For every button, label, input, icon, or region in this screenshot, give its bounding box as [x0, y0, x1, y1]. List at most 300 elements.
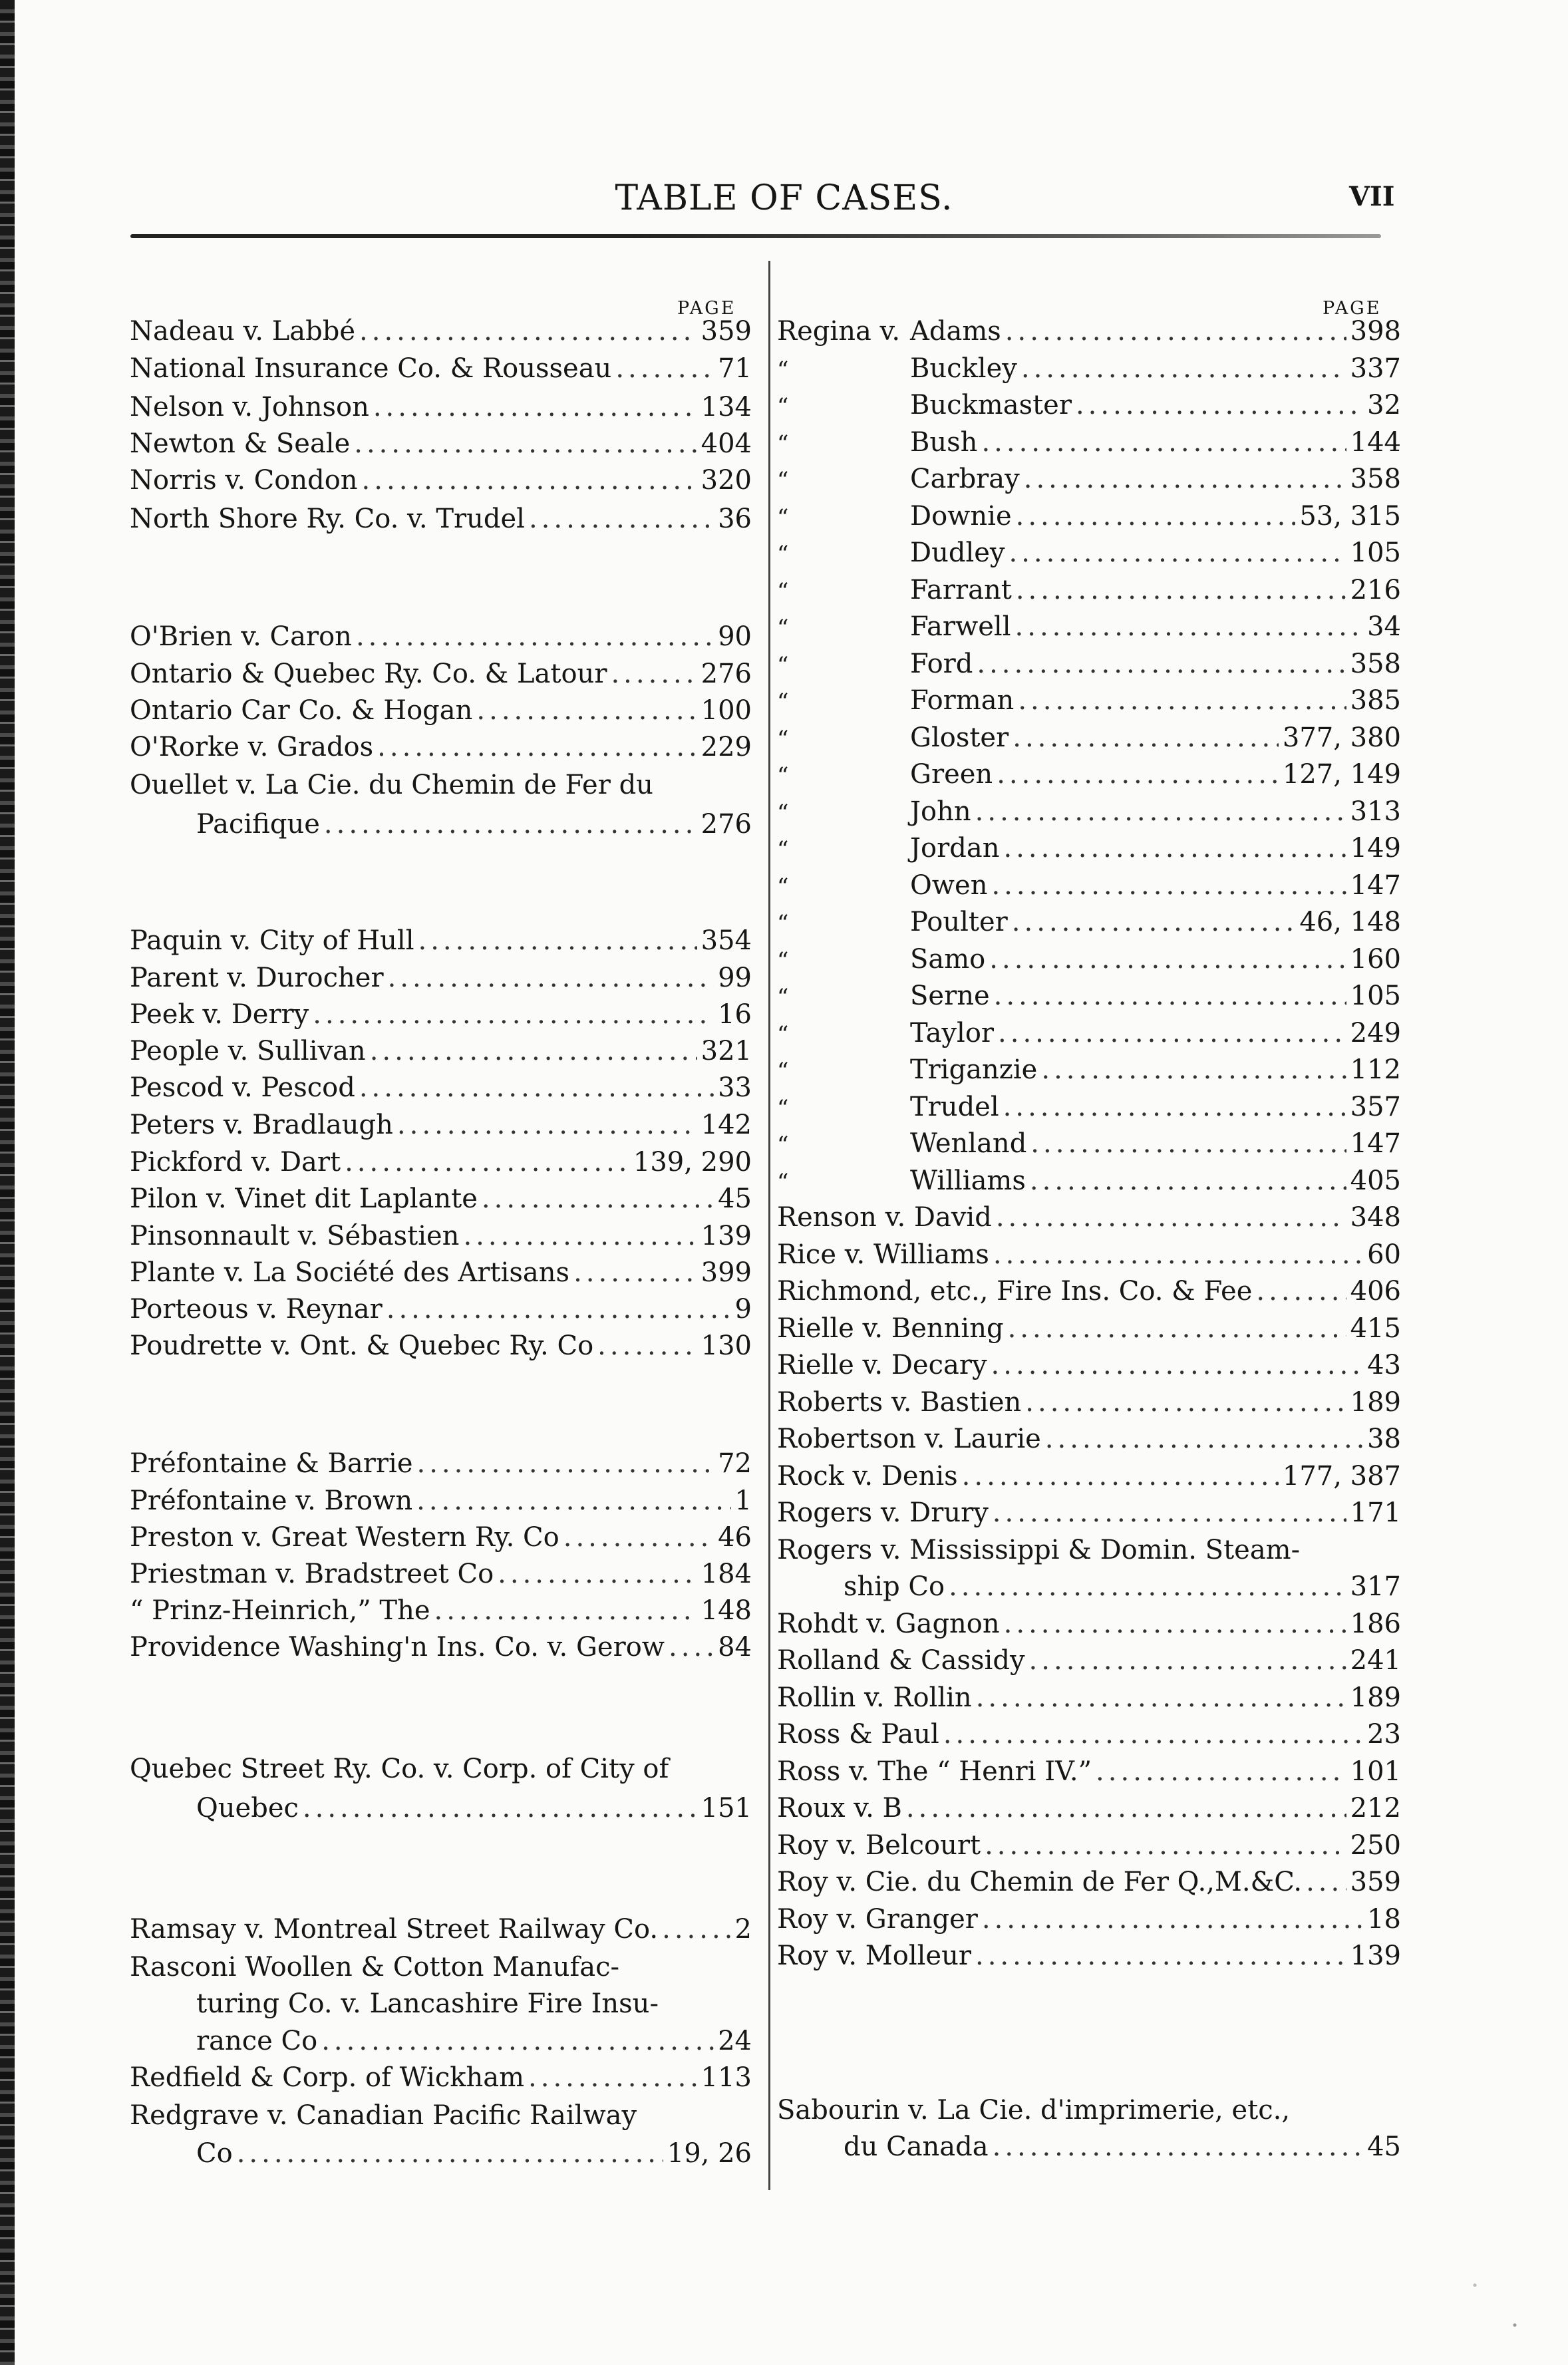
dot-leader — [1045, 1424, 1363, 1454]
case-name: Richmond, etc., Fire Ins. Co. & Fee — [777, 1276, 1253, 1307]
case-entry — [130, 466, 752, 495]
case-name: National Insurance Co. & Rousseau — [130, 353, 612, 384]
case-name: Williams — [910, 1166, 1026, 1196]
case-name: Priestman v. Bradstreet Co — [130, 1559, 494, 1589]
case-entry — [777, 723, 1401, 754]
page-reference: 144 — [1350, 427, 1401, 458]
page-reference: 354 — [701, 925, 752, 956]
page-reference: 90 — [718, 621, 752, 652]
case-name: Pescod v. Pescod — [130, 1072, 355, 1103]
dot-leader — [1096, 1757, 1346, 1786]
dot-leader — [370, 1036, 697, 1066]
page-reference: 357 — [1350, 1092, 1401, 1122]
case-name: Buckley — [910, 353, 1017, 384]
case-name: turing Co. v. Lancashire Fire Insu- — [196, 1988, 659, 2019]
case-entry — [130, 770, 752, 800]
page-reference: 320 — [701, 465, 752, 496]
page-reference: 249 — [1350, 1018, 1401, 1048]
page-reference: 45 — [1367, 2131, 1401, 2162]
case-entry — [130, 1331, 752, 1360]
case-entry — [777, 1831, 1401, 1860]
dot-leader — [1029, 1646, 1346, 1675]
case-name: North Shore Ry. Co. v. Trudel — [130, 504, 525, 534]
case-prefix: “ — [777, 467, 789, 494]
dot-leader — [615, 354, 714, 383]
dot-leader — [388, 963, 714, 993]
page-reference: 84 — [718, 1632, 752, 1662]
dot-leader — [949, 1572, 1346, 1601]
case-name: Pinsonnault v. Sébastien — [130, 1221, 460, 1251]
case-entry — [130, 1633, 752, 1662]
dot-leader — [1025, 1388, 1346, 1417]
dot-leader — [662, 1915, 730, 1944]
case-entry — [130, 1148, 752, 1177]
case-entry — [130, 696, 752, 725]
dot-leader — [1016, 502, 1296, 531]
case-name: Pilon v. Vinet dit Laplante — [130, 1183, 478, 1214]
dot-leader — [991, 871, 1346, 900]
dot-leader — [1041, 1055, 1346, 1084]
page-reference: 276 — [701, 809, 752, 840]
page-reference: 139 — [1350, 1941, 1401, 1971]
case-prefix: “ — [777, 578, 789, 605]
dot-leader — [373, 393, 697, 422]
case-prefix: “ — [777, 762, 789, 789]
case-prefix: “ — [777, 1021, 789, 1048]
dot-leader — [976, 1683, 1346, 1712]
case-name: Rolland & Cassidy — [777, 1645, 1025, 1676]
case-entry — [777, 575, 1401, 606]
case-entry — [777, 1794, 1401, 1823]
case-entry — [777, 834, 1401, 864]
page-reference: 72 — [718, 1448, 752, 1479]
case-name: Robertson v. Laurie — [777, 1424, 1041, 1454]
dot-leader — [359, 1073, 714, 1102]
case-name: Buckmaster — [910, 390, 1072, 420]
case-name: Roux v. B — [777, 1793, 902, 1823]
page-reference: 71 — [718, 353, 752, 384]
case-entry — [130, 1036, 752, 1066]
case-entry — [777, 649, 1401, 680]
case-entry — [130, 1596, 752, 1625]
case-name: Poulter — [910, 907, 1008, 937]
case-name: Quebec — [196, 1793, 299, 1823]
case-entry — [130, 354, 752, 383]
page-reference: 405 — [1350, 1166, 1401, 1196]
case-entry — [777, 1683, 1401, 1712]
case-name: Roy v. Belcourt — [777, 1830, 981, 1861]
page-reference: 377, 380 — [1282, 722, 1401, 753]
case-entry — [777, 1277, 1401, 1306]
case-name: Ontario & Quebec Ry. Co. & Latour — [130, 659, 607, 689]
page-reference: 139, 290 — [633, 1147, 752, 1178]
dot-leader — [669, 1633, 714, 1662]
dot-leader — [994, 981, 1346, 1011]
dot-leader — [993, 1498, 1346, 1527]
case-name: Ford — [910, 649, 973, 679]
case-entry — [777, 612, 1401, 643]
dot-leader — [1009, 538, 1346, 567]
dot-leader — [313, 1000, 714, 1029]
left-page-label: PAGE — [677, 298, 736, 319]
case-name: Trudel — [910, 1092, 999, 1122]
dot-leader — [962, 1462, 1279, 1491]
case-entry — [777, 1055, 1401, 1086]
dot-leader — [997, 760, 1279, 789]
dot-leader — [1024, 464, 1346, 494]
dot-leader — [476, 696, 697, 725]
case-entry — [130, 622, 752, 651]
case-name: du Canada — [844, 2131, 989, 2162]
dot-leader — [993, 2132, 1363, 2161]
case-entry — [777, 354, 1401, 385]
dot-leader — [906, 1794, 1346, 1823]
page-reference: 99 — [718, 963, 752, 993]
dot-leader — [237, 2139, 663, 2168]
dot-leader — [359, 317, 697, 346]
case-entry — [130, 1000, 752, 1029]
case-prefix: “ — [777, 984, 789, 1011]
page-reference: 33 — [718, 1072, 752, 1103]
case-prefix: “ — [777, 357, 789, 383]
dot-leader — [996, 1203, 1346, 1232]
page-number-roman: VII — [1349, 181, 1395, 212]
dot-leader — [1012, 907, 1296, 937]
dot-leader — [434, 1596, 697, 1625]
case-name: Rasconi Woollen & Cotton Manufac- — [130, 1952, 620, 1982]
dot-leader — [1003, 1092, 1346, 1122]
dot-leader — [1008, 1314, 1346, 1343]
case-name: Co — [196, 2138, 233, 2169]
page-reference: 105 — [1350, 981, 1401, 1011]
case-name: O'Rorke v. Grados — [130, 732, 374, 762]
case-entry — [777, 1941, 1401, 1971]
page-reference: 147 — [1350, 870, 1401, 901]
case-entry — [777, 871, 1401, 901]
case-name: Rice v. Williams — [777, 1239, 989, 1270]
page-reference: 184 — [701, 1559, 752, 1589]
case-name: O'Brien v. Caron — [130, 621, 352, 652]
case-name: Renson v. David — [777, 1202, 992, 1233]
case-name: Newton & Seale — [130, 428, 351, 459]
page-reference: 60 — [1367, 1239, 1401, 1270]
dot-leader — [1018, 686, 1346, 715]
case-entry — [777, 1462, 1401, 1491]
case-name: Serne — [910, 981, 990, 1011]
case-entry — [130, 1486, 752, 1515]
dot-leader — [1004, 1609, 1346, 1639]
case-entry — [777, 1424, 1401, 1454]
dot-leader — [1013, 723, 1279, 752]
case-entry — [777, 428, 1401, 458]
case-entry — [130, 810, 752, 839]
case-name: Pacifique — [196, 809, 320, 840]
case-entry — [777, 981, 1401, 1012]
case-entry — [130, 1295, 752, 1324]
case-name: Bush — [910, 427, 978, 458]
dot-leader — [387, 1295, 731, 1324]
dot-leader — [993, 1240, 1363, 1269]
case-name: Pickford v. Dart — [130, 1147, 341, 1178]
case-name: Carbray — [910, 464, 1020, 494]
page-reference: 189 — [1350, 1682, 1401, 1713]
dot-leader — [1256, 1277, 1346, 1306]
case-name: Nadeau v. Labbé — [130, 316, 356, 347]
case-name: Préfontaine v. Brown — [130, 1486, 413, 1516]
case-name: Ouellet v. La Cie. du Chemin de Fer du — [130, 770, 653, 800]
case-prefix: “ — [777, 689, 789, 715]
case-entry — [130, 1184, 752, 1213]
page-reference: 38 — [1367, 1424, 1401, 1454]
case-name: “ Prinz-Heinrich,” The — [130, 1595, 430, 1626]
page-reference: 1 — [734, 1486, 752, 1516]
case-name: People v. Sullivan — [130, 1036, 366, 1066]
dot-leader — [1005, 317, 1346, 346]
dot-leader — [303, 1794, 697, 1823]
dot-leader — [985, 1831, 1346, 1860]
case-name: Peek v. Derry — [130, 999, 309, 1030]
page-reference: 16 — [718, 999, 752, 1030]
page-reference: 406 — [1350, 1276, 1401, 1307]
case-entry — [777, 538, 1401, 569]
case-entry — [777, 907, 1401, 938]
case-entry — [777, 797, 1401, 828]
case-entry — [130, 926, 752, 955]
case-entry — [777, 1129, 1401, 1160]
dot-leader — [943, 1720, 1363, 1749]
case-entry — [130, 1449, 752, 1478]
case-prefix: “ — [777, 1169, 789, 1195]
case-prefix: “ — [777, 947, 789, 974]
page-reference: 250 — [1350, 1830, 1401, 1861]
dot-leader — [356, 622, 714, 651]
page-reference: 171 — [1350, 1498, 1401, 1528]
dot-leader — [977, 649, 1346, 679]
page-reference: 34 — [1367, 611, 1401, 642]
dot-leader — [998, 1019, 1346, 1048]
page-reference: 139 — [701, 1221, 752, 1251]
case-name: Roy v. Granger — [777, 1904, 978, 1935]
dot-leader — [1306, 1867, 1346, 1897]
case-entry — [777, 1535, 1401, 1565]
case-entry — [777, 464, 1401, 495]
page-reference: 359 — [1350, 1867, 1401, 1897]
case-name: Samo — [910, 944, 986, 975]
page-reference: 43 — [1367, 1350, 1401, 1380]
page-reference: 337 — [1350, 353, 1401, 384]
case-name: Préfontaine & Barrie — [130, 1448, 413, 1479]
dot-leader — [529, 504, 714, 534]
case-prefix: “ — [777, 541, 789, 567]
case-prefix: “ — [777, 726, 789, 752]
page-reference: 19, 26 — [667, 2138, 752, 2169]
page-reference: 160 — [1350, 944, 1401, 975]
page-reference: 398 — [1350, 316, 1401, 347]
case-prefix: “ — [777, 393, 789, 420]
page-reference: 399 — [701, 1257, 752, 1288]
case-entry — [777, 1350, 1401, 1380]
dot-leader — [416, 1486, 730, 1515]
page-reference: 321 — [701, 1036, 752, 1066]
page-reference: 36 — [718, 504, 752, 534]
case-entry — [130, 429, 752, 458]
page-reference: 348 — [1350, 1202, 1401, 1233]
dot-leader — [563, 1523, 714, 1552]
case-entry — [130, 2063, 752, 2092]
page-reference: 112 — [1350, 1054, 1401, 1085]
case-name: Triganzie — [910, 1054, 1038, 1085]
case-name: Redfield & Corp. of Wickham — [130, 2062, 525, 2093]
case-entry — [777, 317, 1401, 346]
case-name: Rogers v. Drury — [777, 1498, 989, 1528]
dot-leader — [597, 1331, 697, 1360]
page-reference: 24 — [718, 2026, 752, 2056]
page-reference: 149 — [1350, 833, 1401, 864]
page-reference: 105 — [1350, 538, 1401, 568]
dot-leader — [324, 810, 697, 839]
dot-leader — [498, 1559, 697, 1589]
case-name: Parent v. Durocher — [130, 963, 384, 993]
case-name: Rock v. Denis — [777, 1461, 958, 1492]
case-name: Rielle v. Decary — [777, 1350, 987, 1380]
case-entry — [130, 1110, 752, 1140]
page-reference: 358 — [1350, 464, 1401, 494]
case-prefix: “ — [777, 1132, 789, 1158]
dot-leader — [345, 1148, 629, 1177]
dot-leader — [1015, 612, 1364, 641]
case-entry — [777, 1867, 1401, 1897]
case-prefix: “ — [777, 504, 789, 531]
case-entry — [777, 1388, 1401, 1417]
case-entry — [130, 2026, 752, 2056]
dot-leader — [417, 1449, 714, 1478]
page-reference: 186 — [1350, 1609, 1401, 1639]
case-entry — [777, 1203, 1401, 1232]
case-entry — [777, 1019, 1401, 1049]
dot-leader — [991, 1350, 1364, 1380]
case-name: Ontario Car Co. & Hogan — [130, 695, 473, 726]
page-reference: 46 — [718, 1522, 752, 1553]
case-entry — [777, 1572, 1401, 1601]
page-reference: 317 — [1350, 1571, 1401, 1602]
column-divider — [768, 261, 770, 2190]
case-name: Ross v. The “ Henri IV.” — [777, 1756, 1092, 1787]
case-entry — [777, 760, 1401, 790]
case-prefix: “ — [777, 652, 789, 679]
case-prefix: “ — [777, 1095, 789, 1122]
case-name: Plante v. La Société des Artisans — [130, 1257, 570, 1288]
dot-leader — [528, 2063, 697, 2092]
case-name: Redgrave v. Canadian Pacific Railway — [130, 2100, 637, 2131]
case-name: Rohdt v. Gagnon — [777, 1609, 1000, 1639]
case-entry — [130, 2139, 752, 2168]
case-entry — [130, 1258, 752, 1287]
page-reference: 101 — [1350, 1756, 1401, 1787]
page-reference: 216 — [1350, 575, 1401, 605]
case-name: Rielle v. Benning — [777, 1313, 1004, 1344]
case-name: Roberts v. Bastien — [777, 1387, 1022, 1418]
book-spine-edge — [0, 0, 15, 2365]
page-reference: 53, 315 — [1299, 501, 1401, 532]
case-name: Providence Washing'n Ins. Co. v. Gerow — [130, 1632, 665, 1662]
case-entry — [130, 1073, 752, 1102]
dot-leader — [354, 429, 697, 458]
page-reference: 385 — [1350, 685, 1401, 716]
dot-leader — [1076, 391, 1363, 420]
case-name: Ramsay v. Montreal Street Railway Co. — [130, 1914, 659, 1945]
dot-leader — [981, 428, 1346, 457]
case-prefix: Regina v. — [777, 316, 901, 347]
case-prefix: “ — [777, 800, 789, 826]
case-name: Roy v. Molleur — [777, 1941, 971, 1971]
case-entry — [130, 659, 752, 689]
case-name: John — [910, 796, 971, 827]
dot-leader — [482, 1184, 714, 1213]
case-entry — [130, 393, 752, 422]
page-reference: 212 — [1350, 1793, 1401, 1823]
dot-leader — [989, 945, 1346, 974]
case-entry — [130, 2101, 752, 2130]
right-page-label: PAGE — [1323, 298, 1382, 319]
page-reference: 100 — [701, 695, 752, 726]
page-reference: 189 — [1350, 1387, 1401, 1418]
case-name: Owen — [910, 870, 988, 901]
page-reference: 359 — [701, 316, 752, 347]
page-reference: 177, 387 — [1282, 1461, 1401, 1492]
case-entry — [130, 1989, 752, 2018]
case-name: Farrant — [910, 575, 1012, 605]
case-entry — [130, 1953, 752, 1982]
case-name: Peters v. Bradlaugh — [130, 1110, 393, 1140]
case-prefix: “ — [777, 615, 789, 641]
case-name: Rollin v. Rollin — [777, 1682, 972, 1713]
page-reference: 147 — [1350, 1128, 1401, 1159]
page-title: TABLE OF CASES. — [615, 178, 953, 218]
case-entry — [777, 1905, 1401, 1934]
case-name: Preston v. Great Western Ry. Co — [130, 1522, 559, 1553]
case-entry — [130, 1221, 752, 1251]
case-entry — [130, 504, 752, 534]
dot-leader — [573, 1258, 697, 1287]
page-reference: 415 — [1350, 1313, 1401, 1344]
case-name: Paquin v. City of Hull — [130, 925, 414, 956]
case-entry — [130, 963, 752, 993]
case-entry — [130, 317, 752, 346]
page-reference: 142 — [701, 1110, 752, 1140]
page-reference: 148 — [701, 1595, 752, 1626]
case-entry — [130, 732, 752, 762]
case-entry — [777, 1092, 1401, 1123]
case-name: Forman — [910, 685, 1015, 716]
page-reference: 46, 148 — [1299, 907, 1401, 937]
page-reference: 9 — [734, 1294, 752, 1325]
page-reference: 229 — [701, 732, 752, 762]
page-reference: 18 — [1367, 1904, 1401, 1935]
case-name: Taylor — [910, 1018, 995, 1048]
dot-leader — [418, 926, 697, 955]
dot-leader — [362, 466, 697, 495]
page-reference: 313 — [1350, 796, 1401, 827]
case-prefix: “ — [777, 873, 789, 900]
case-entry — [777, 1646, 1401, 1675]
case-entry — [777, 1757, 1401, 1786]
case-entry — [130, 1794, 752, 1823]
case-name: Sabourin v. La Cie. d'imprimerie, etc., — [777, 2095, 1291, 2126]
paper-specks — [1435, 2232, 1568, 2365]
dot-leader — [1016, 575, 1346, 605]
case-entry — [777, 1314, 1401, 1343]
page-reference: 45 — [718, 1183, 752, 1214]
